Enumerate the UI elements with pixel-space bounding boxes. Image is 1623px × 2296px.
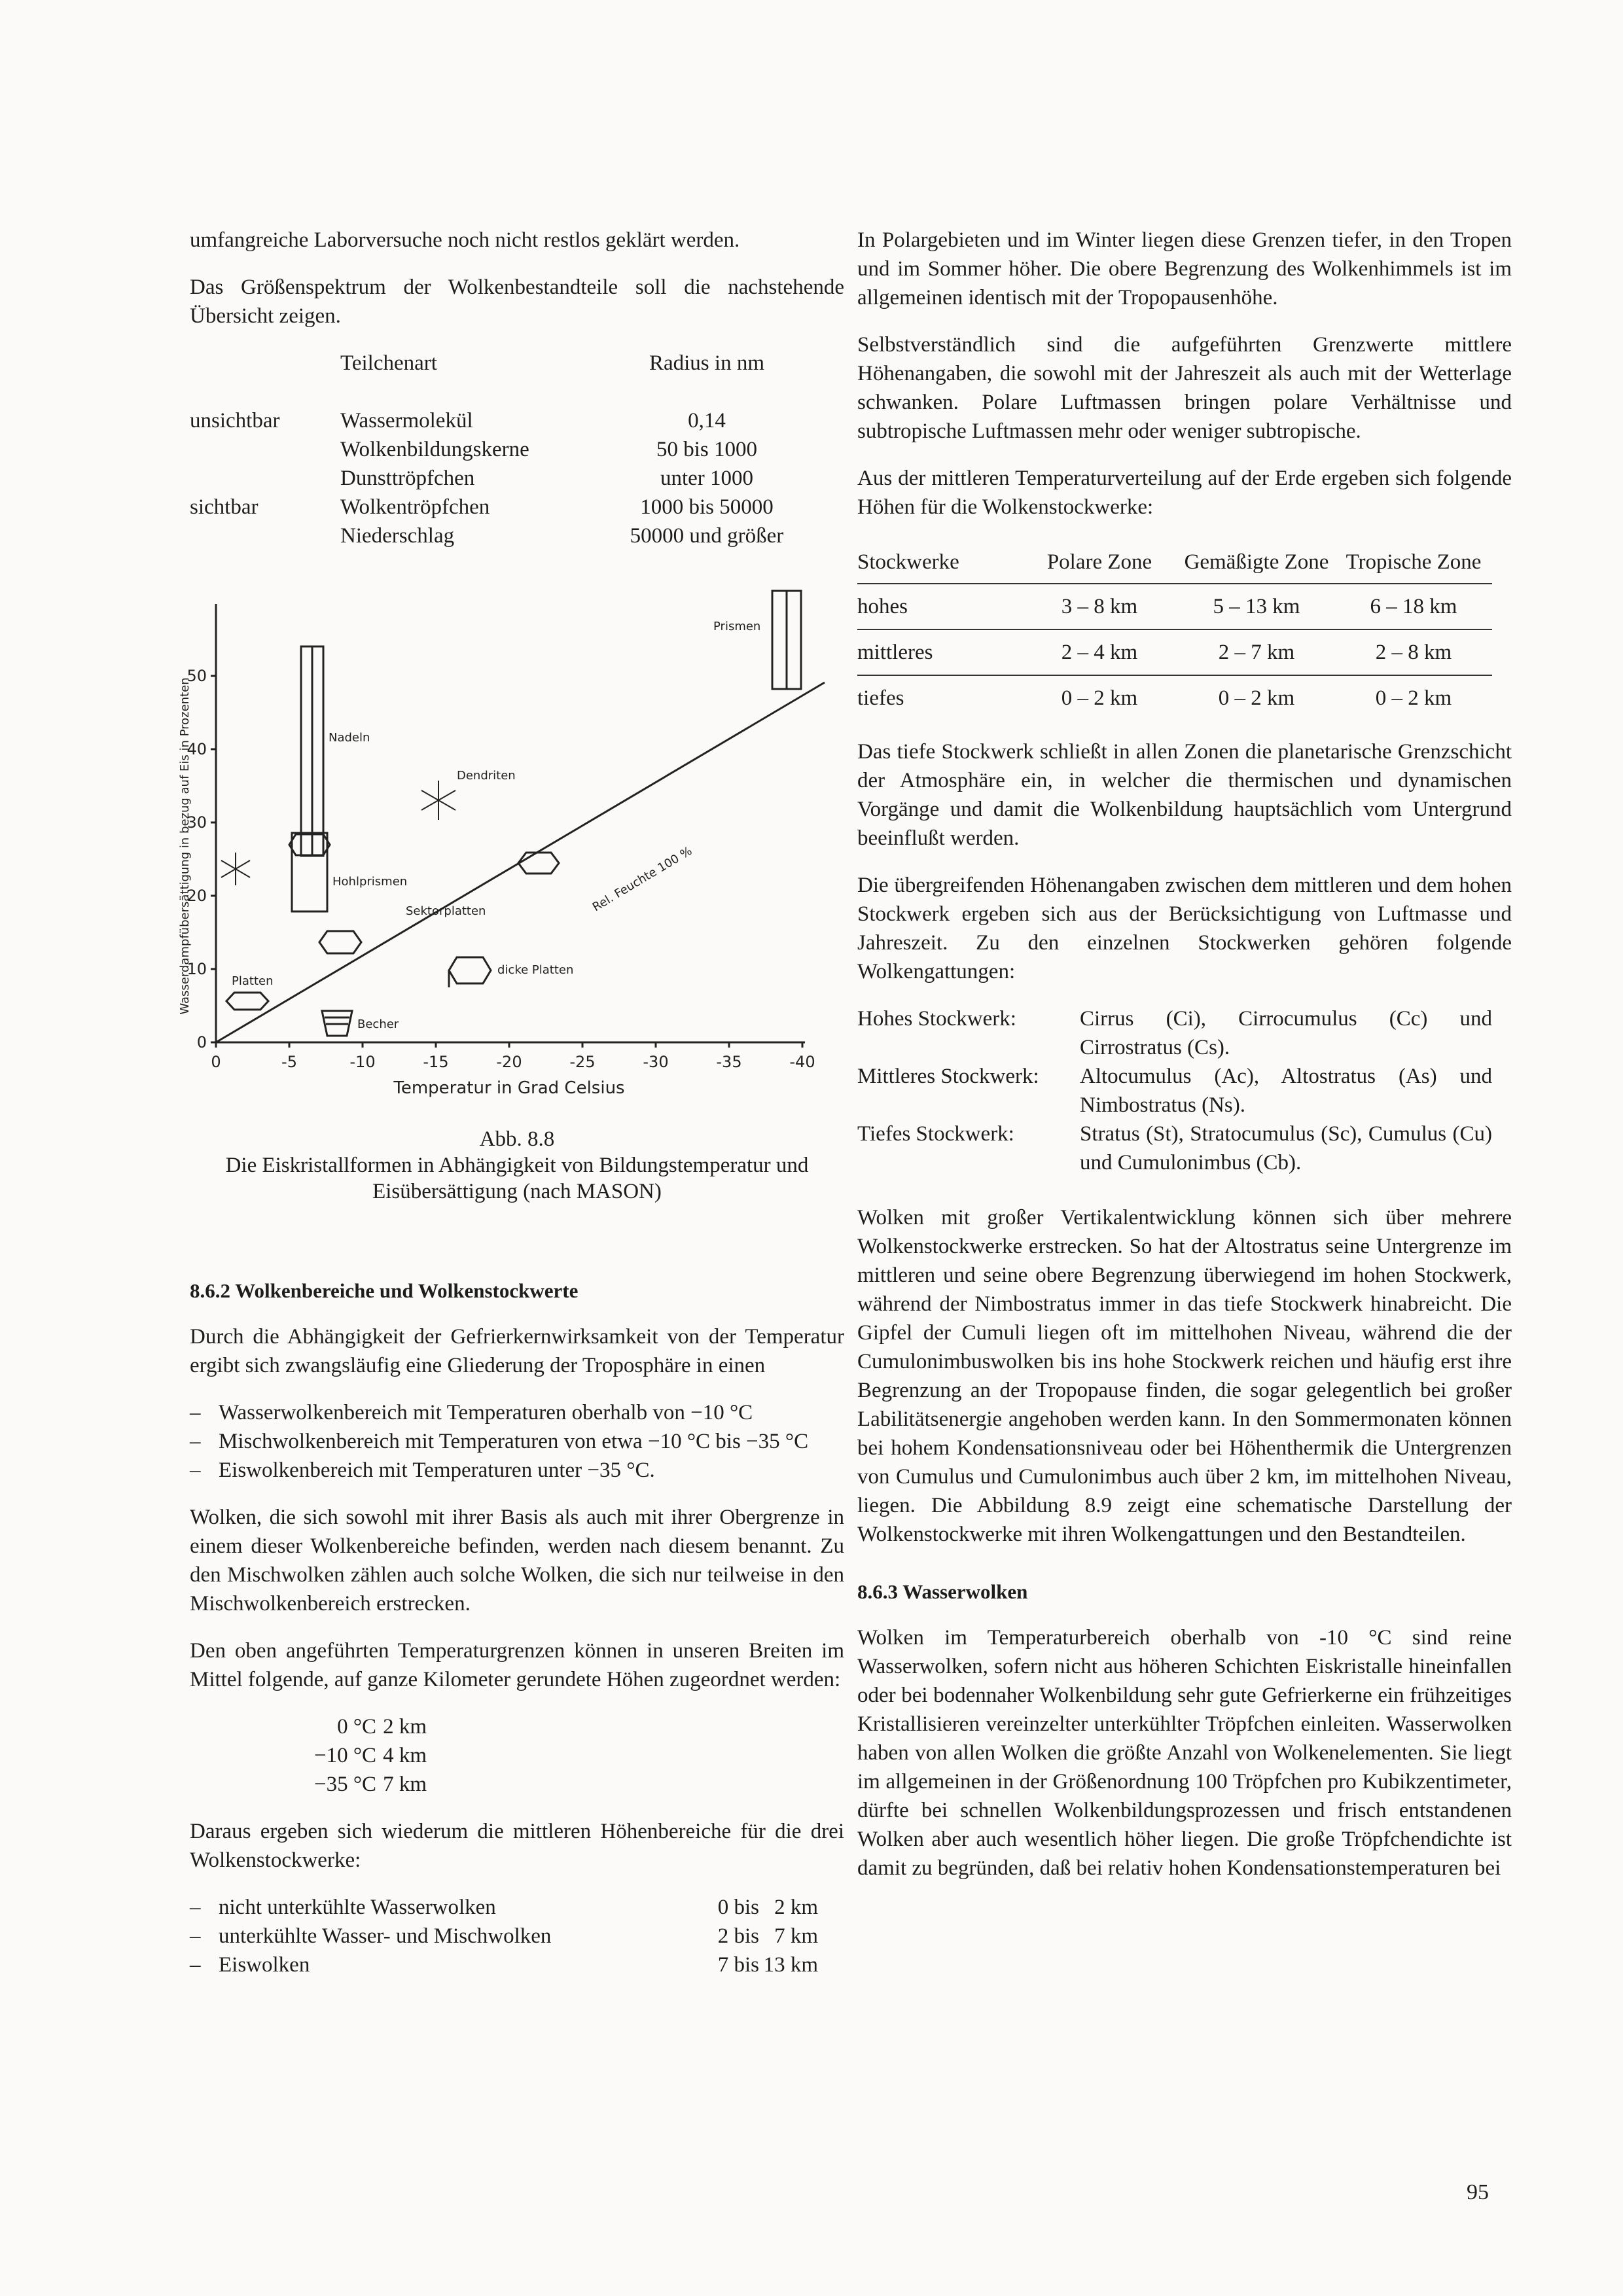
list-item: – nicht unterkühlte Wasserwolken 0 bis 2 km — [190, 1893, 818, 1922]
paragraph: Aus der mittleren Temperaturverteilung auf der Erde ergeben sich folgende Höhen für die Wolkenstockwerke: — [857, 467, 1512, 519]
figure-caption — [190, 1126, 844, 1205]
page-number: 95 — [1467, 2180, 1489, 2204]
particle-size-table — [190, 349, 818, 550]
x-tick-label: -15 — [423, 1053, 449, 1071]
label-prisms: Prismen — [713, 620, 761, 633]
label-sector-plates: Sektorplatten — [406, 904, 486, 918]
paragraph: Selbstverständlich sind die aufgeführten Grenzwerte mittlere Höhenangaben, die sowohl mit der Jahreszeit als auch mit der Wetterlage schwanken. Polare Luftmassen bringen polare Verhältnisse und subtropische Luftmassen mehr oder weniger subtropische. — [857, 333, 1512, 443]
x-tick-label: -5 — [281, 1053, 297, 1071]
paragraph: Wolken im Temperaturbereich oberhalb von -10 °C sind reine Wasserwolken, sofern nicht aus höheren Schichten Eiskristalle hineinfallen oder bei bodennaher Wolkenbildung sehr gute Gefrierkerne ein frühzeitiges Kristallisieren vereinzelter unterkühlter Tröpfchen einleiten. Wasserwolken haben von allen Wolken die größte Anzahl von Wolkenelementen. Sie liegt im allgemeinen in der Größenordnung 100 Tröpfchen pro Kubikzentimeter, dürfte bei schnellen Wolkenbildungsprozessen und frisch entstandenen Wolken aber auch wesentlich höher liegen. Die große Tröpfchendichte ist damit zu begründen, daß bei relativ hohen Kondensationstemperaturen bei — [857, 1626, 1512, 1880]
cloud-storey-table — [857, 540, 1492, 720]
section-heading: 8.6.2 Wolkenbereiche und Wolkenstockwerte — [190, 1279, 579, 1302]
table-cell: 0 – 2 km — [1178, 675, 1335, 720]
plate-crystal-icon — [226, 993, 268, 1010]
prism-crystal-icon — [772, 591, 801, 689]
y-tick-label: 20 — [187, 887, 207, 905]
list-item: – Eiswolken 7 bis 13 km — [190, 1951, 818, 1979]
table-row — [314, 1741, 427, 1770]
particle-name: Niederschlag — [340, 524, 455, 548]
x-tick-label: -20 — [496, 1053, 522, 1071]
y-tick-label: 40 — [187, 740, 207, 758]
particle-name: Wolkentröpfchen — [340, 495, 490, 519]
cloud-kind: Eiswolken — [219, 1953, 310, 1977]
label-needles: Nadeln — [329, 731, 370, 745]
size-group — [190, 435, 340, 464]
paragraph: Die übergreifenden Höhenangaben zwischen dem mittleren und dem hohen Stockwerk ergeben sich aus der Berücksichtigung von Luftmasse und Jahreszeit. Zu den einzelnen Stockwerken gehören folgende Wolkengattungen: — [857, 874, 1512, 983]
temperature: −10 °C — [314, 1744, 377, 1767]
y-axis-title: Wasserdampfübersättigung in bezug auf Eis in Prozenten — [178, 677, 192, 1015]
needle-crystal-icon — [301, 646, 323, 856]
table-cell: hohes — [857, 584, 1021, 629]
label-hollow-prisms: Hohlprismen — [332, 875, 408, 889]
range-to: 13 km — [763, 1953, 818, 1977]
x-tick-label: -35 — [716, 1053, 742, 1071]
storey-genera: Altocumulus (Ac), Altostratus (As) und Nimbostratus (Ns). — [1080, 1065, 1492, 1117]
header-particle-type: Teilchenart — [340, 351, 437, 375]
header-radius: Radius in nm — [649, 351, 764, 375]
storey-label: Tiefes Stockwerk: — [857, 1122, 1014, 1146]
table-cell: 2 – 8 km — [1335, 629, 1492, 675]
table-cell: 0 – 2 km — [1335, 675, 1492, 720]
paragraph: In Polargebieten und im Winter liegen diese Grenzen tiefer, in den Tropen und im Sommer höher. Die obere Begrenzung des Wolkenhimmels ist im allgemeinen identisch mit der Tropopausenhöhe. — [857, 228, 1512, 309]
x-tick-label: -30 — [643, 1053, 669, 1071]
ice-crystal-figure — [177, 584, 831, 1121]
table-cell: mittleres — [857, 629, 1021, 675]
particle-name: Dunsttröpfchen — [340, 467, 475, 490]
x-tick-label: 0 — [211, 1053, 221, 1071]
particle-name: Wassermolekül — [340, 409, 473, 433]
paragraph: Wolken, die sich sowohl mit ihrer Basis als auch mit ihrer Obergrenze in einem dieser Wolkenbereiche befinden, werden nach diesem benannt. Zu den Mischwolken zählen auch solche Wolken, die sich nur teilweise in den Mischwolkenbereich erstrecken. — [190, 1506, 844, 1616]
storey-label: Mittleres Stockwerk: — [857, 1065, 1039, 1088]
label-rel-humidity: Rel. Feuchte 100 % — [590, 843, 695, 915]
label-dendrites: Dendriten — [457, 769, 516, 783]
cloud-genera-table — [857, 1004, 1492, 1177]
star-crystal-icon — [221, 853, 250, 885]
table-cell: 3 – 8 km — [1021, 584, 1178, 629]
table-row — [190, 521, 818, 550]
section-heading: 8.6.3 Wasserwolken — [857, 1580, 1028, 1603]
table-row — [190, 406, 818, 435]
table-cell: 0 – 2 km — [1021, 675, 1178, 720]
table-row — [857, 1062, 1492, 1120]
range-to: 2 km — [774, 1896, 818, 1919]
temperature: 0 °C — [337, 1715, 377, 1739]
y-tick-label: 30 — [187, 813, 207, 832]
table-row — [857, 629, 1492, 675]
y-tick-label: 0 — [196, 1033, 207, 1051]
table-row — [190, 493, 818, 521]
particle-radius: 1000 bis 50000 — [640, 495, 774, 519]
table-cell: tiefes — [857, 675, 1021, 720]
label-cups: Becher — [357, 1017, 399, 1031]
paragraph: Wolken mit großer Vertikalentwicklung können sich über mehrere Wolkenstockwerke erstrecken. So hat der Altostratus seine Untergrenze im mittleren und seine obere Begrenzung überwiegend im hohen Stockwerk, während der Nimbostratus immer in das tiefe Stockwerk hinabreicht. Die Gipfel der Cumuli liegen oft im mittelhohen Niveau, während die der Cumulonimbuswolken bis ins hohe Stockwerk reichen und häufig erst ihre Begrenzung an der Tropopause finden, die sogar gelegentlich bei großer Labilitätsenergie angehoben werden kann. In den Sommermonaten können bei hohem Kondensationsniveau oder bei Höhenthermik die Untergrenzen von Cumulus und Cumulonimbus auch über 2 km, im mittelhohen Niveau, liegen. Die Abbildung 8.9 zeigt eine schematische Darstellung der Wolkenstockwerke mit ihren Wolkengattungen und den Bestandteilen. — [857, 1206, 1512, 1546]
x-tick-label: -40 — [789, 1053, 815, 1071]
table-row — [314, 1770, 427, 1799]
table-cell: 5 – 13 km — [1178, 584, 1335, 629]
particle-name: Wolkenbildungskerne — [340, 438, 529, 461]
storey-label: Hohes Stockwerk: — [857, 1007, 1016, 1031]
height: 2 km — [383, 1715, 427, 1739]
table-cell: 6 – 18 km — [1335, 584, 1492, 629]
table-header: Gemäßigte Zone — [1184, 550, 1329, 574]
range-from: 7 bis — [717, 1953, 759, 1977]
size-group: sichtbar — [190, 495, 259, 519]
range-from: 0 bis — [717, 1896, 759, 1919]
caption-number: Abb. 8.8 — [479, 1127, 555, 1151]
height: 7 km — [383, 1773, 427, 1796]
table-row — [314, 1712, 427, 1741]
particle-radius: 50000 und größer — [630, 524, 784, 548]
table-header: Polare Zone — [1046, 550, 1152, 574]
height-range-list — [190, 1893, 818, 1979]
caption-text: Die Eiskristallformen in Abhängigkeit von Bildungstemperatur und Eisübersättigung (nach MASON) — [225, 1154, 809, 1203]
particle-radius: unter 1000 — [660, 467, 754, 490]
temperature: −35 °C — [314, 1773, 377, 1796]
table-row — [857, 1120, 1492, 1177]
table-header: Tropische Zone — [1346, 550, 1482, 574]
temperature-height-table — [314, 1712, 427, 1799]
table-header-row — [190, 349, 818, 406]
right-column — [857, 226, 1512, 1901]
table-row — [190, 464, 818, 493]
table-row — [857, 675, 1492, 720]
thick-plate-crystal-icon — [449, 957, 491, 987]
cup-crystal-icon — [322, 1011, 352, 1036]
height: 4 km — [383, 1744, 427, 1767]
table-row — [857, 584, 1492, 629]
particle-radius: 50 bis 1000 — [656, 438, 757, 461]
left-column — [178, 226, 844, 1979]
label-thick-plates: dicke Platten — [497, 963, 574, 977]
list-item: – Eiswolkenbereich mit Temperaturen unter −35 °C. — [190, 1456, 844, 1485]
paragraph: umfangreiche Laborversuche noch nicht restlos geklärt werden. — [190, 228, 740, 252]
size-group — [190, 464, 340, 493]
table-header: Stockwerke — [857, 550, 959, 574]
size-group — [190, 521, 340, 550]
y-tick-label: 10 — [187, 960, 207, 978]
size-group: unsichtbar — [190, 409, 280, 433]
table-row — [190, 435, 818, 464]
paragraph: Durch die Abhängigkeit der Gefrierkernwirksamkeit von der Temperatur ergibt sich zwangsläufig eine Gliederung der Troposphäre in einen — [190, 1325, 844, 1377]
label-plates: Platten — [232, 974, 274, 988]
y-tick-label: 50 — [187, 667, 207, 685]
table-cell: 2 – 7 km — [1178, 629, 1335, 675]
thick-plate-crystal-icon — [319, 931, 361, 953]
table-header-row — [857, 540, 1492, 584]
cloud-kind: unterkühlte Wasser- und Mischwolken — [219, 1924, 552, 1948]
particle-radius: 0,14 — [688, 409, 726, 433]
list-item: – Wasserwolkenbereich mit Temperaturen oberhalb von −10 °C — [190, 1398, 844, 1427]
paragraph: Den oben angeführten Temperaturgrenzen können in unseren Breiten im Mittel folgende, auf ganze Kilometer gerundete Höhen zugeordnet werden: — [190, 1639, 844, 1691]
range-from: 2 bis — [717, 1924, 759, 1948]
sector-plate-crystal-icon — [518, 853, 559, 874]
cloud-kind: nicht unterkühlte Wasserwolken — [219, 1896, 496, 1919]
list-item: – unterkühlte Wasser- und Mischwolken 2 bis 7 km — [190, 1922, 818, 1951]
table-row — [857, 1004, 1492, 1062]
paragraph: Das tiefe Stockwerk schließt in allen Zonen die planetarische Grenzschicht der Atmosphäre ein, in welcher die thermischen und dynamischen Vorgänge und damit die Wolkenbildung hauptsächlich vom Untergrund beeinflußt werden. — [857, 740, 1512, 850]
table-cell: 2 – 4 km — [1021, 629, 1178, 675]
range-to: 7 km — [774, 1924, 818, 1948]
storey-genera: Stratus (St), Stratocumulus (Sc), Cumulus (Cu) und Cumulonimbus (Cb). — [1080, 1122, 1492, 1174]
list-item: – Mischwolkenbereich mit Temperaturen von etwa −10 °C bis −35 °C — [190, 1427, 844, 1456]
x-axis-title: Temperatur in Grad Celsius — [393, 1078, 625, 1098]
storey-genera: Cirrus (Ci), Cirrocumulus (Cc) und Cirrostratus (Cs). — [1080, 1007, 1492, 1059]
x-tick-label: -25 — [569, 1053, 596, 1071]
x-tick-label: -10 — [349, 1053, 376, 1071]
dendrite-crystal-icon — [421, 781, 455, 820]
cloud-region-list — [190, 1398, 844, 1485]
paragraph: Daraus ergeben sich wiederum die mittleren Höhenbereiche für die drei Wolkenstockwerke: — [190, 1820, 844, 1872]
paragraph: Das Größenspektrum der Wolkenbestandteile soll die nachstehende Übersicht zeigen. — [190, 275, 844, 328]
rel-humidity-line — [216, 682, 825, 1042]
